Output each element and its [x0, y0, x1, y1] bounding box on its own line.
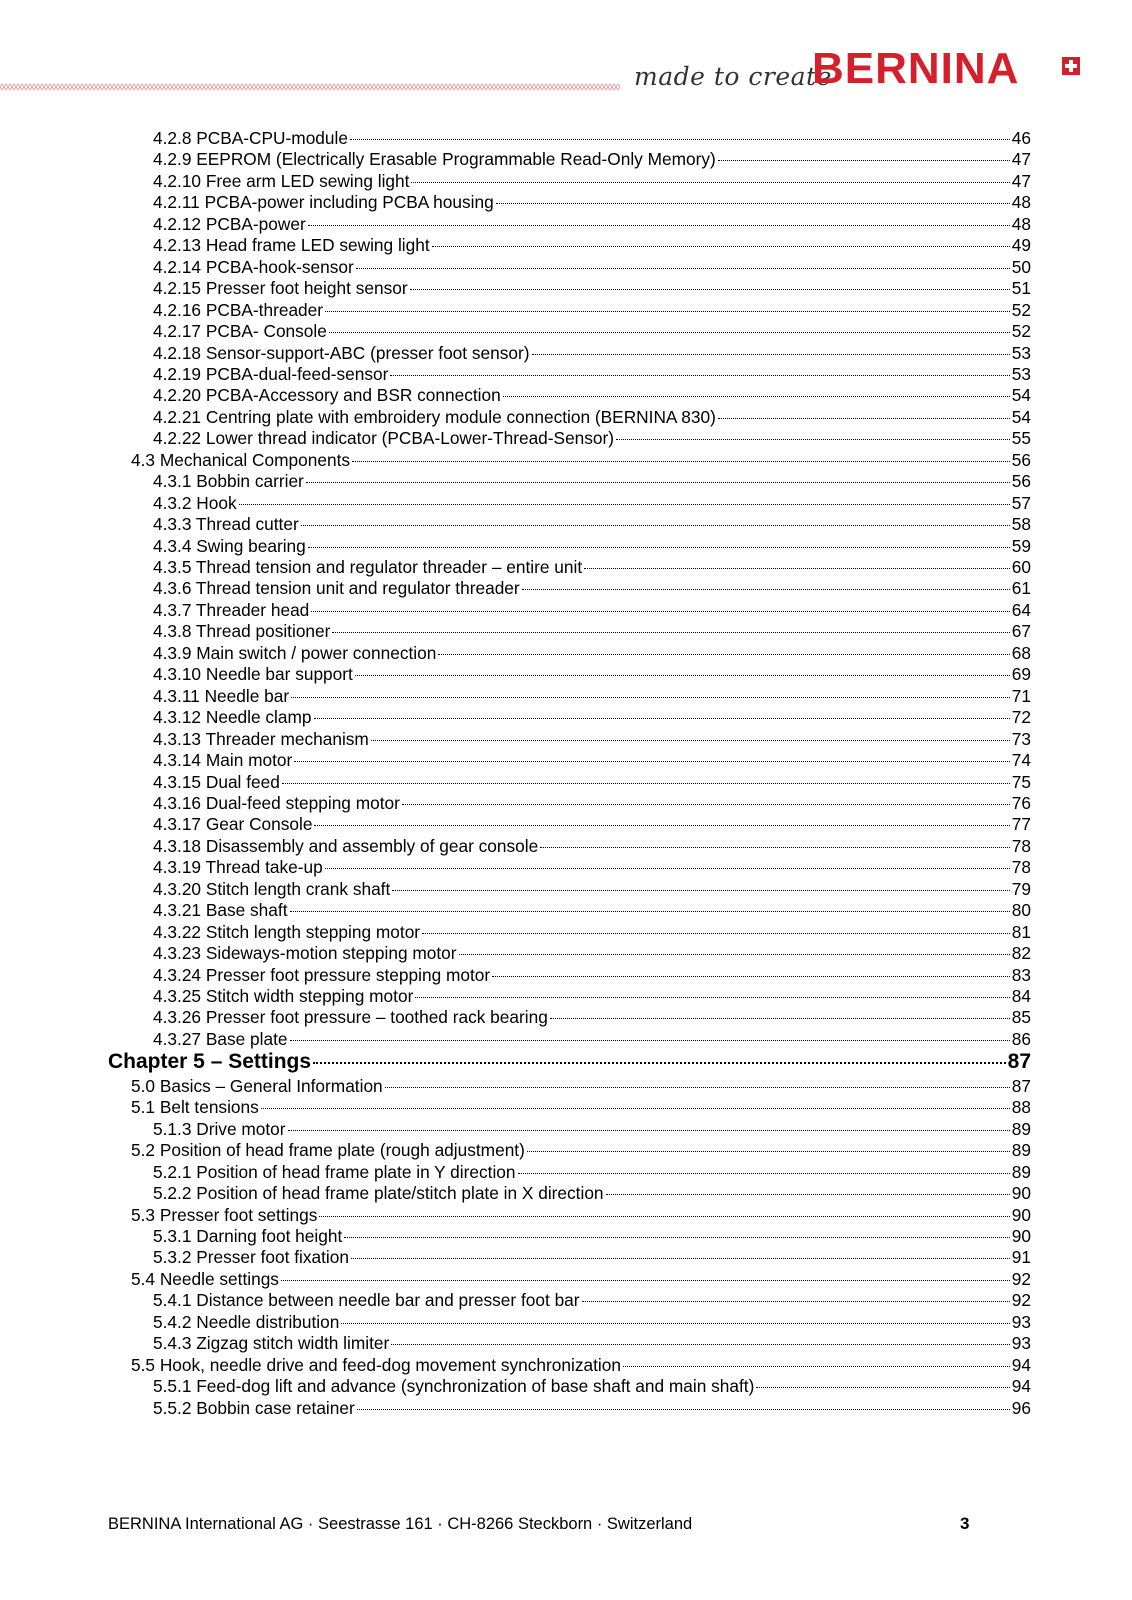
toc-leader-dots [356, 268, 1010, 269]
toc-entry-page: 89 [1011, 1118, 1031, 1139]
toc-entry-page: 78 [1011, 857, 1031, 878]
toc-leader-dots [496, 203, 1010, 204]
toc-leader-dots [291, 697, 1010, 698]
toc-entry-page: 47 [1011, 170, 1031, 191]
toc-leader-dots [532, 354, 1010, 355]
toc-entry-page: 81 [1011, 921, 1031, 942]
toc-leader-dots [492, 976, 1010, 977]
toc-entry[interactable] [153, 771, 1031, 793]
toc-entry[interactable] [153, 1375, 1031, 1397]
toc-entry-label: 4.2.15 Presser foot height sensor [153, 278, 408, 299]
toc-leader-dots [392, 890, 1009, 891]
zigzag-decoration [0, 82, 620, 92]
toc-entry-page: 89 [1011, 1161, 1031, 1182]
toc-entry-page: 87 [1007, 1050, 1031, 1074]
toc-entry-label: 4.3.24 Presser foot pressure stepping motor [153, 964, 491, 985]
toc-entry-label: 4.3.2 Hook [153, 492, 237, 513]
toc-entry[interactable] [153, 1246, 1031, 1268]
toc-entry-label: 4.2.8 PCBA-CPU-module [153, 128, 348, 148]
toc-entry[interactable] [153, 599, 1031, 621]
toc-entry-label: 4.3.26 Presser foot pressure – toothed rack bearing [153, 1007, 548, 1028]
toc-entry[interactable] [131, 1075, 1031, 1097]
toc-entry-page: 83 [1011, 964, 1031, 985]
toc-entry-page: 58 [1011, 514, 1031, 535]
toc-entry-label: 4.3.6 Thread tension unit and regulator threader [153, 578, 520, 599]
toc-leader-dots [290, 1040, 1010, 1041]
toc-entry-page: 82 [1011, 943, 1031, 964]
toc-leader-dots [527, 1151, 1010, 1152]
toc-leader-dots [623, 1366, 1010, 1367]
toc-entry[interactable] [153, 577, 1031, 599]
toc-entry-page: 73 [1011, 728, 1031, 749]
toc-chapter-entry[interactable] [108, 1049, 1031, 1075]
toc-entry-label: 4.3.3 Thread cutter [153, 514, 299, 535]
toc-entry-page: 54 [1011, 406, 1031, 427]
toc-leader-dots [261, 1108, 1010, 1109]
toc-leader-dots [390, 375, 1009, 376]
toc-entry-page: 96 [1011, 1397, 1031, 1418]
toc-entry-label: 4.2.12 PCBA-power [153, 213, 306, 234]
toc-entry-page: 55 [1011, 428, 1031, 449]
toc-entry[interactable] [153, 191, 1031, 213]
toc-entry[interactable] [153, 384, 1031, 406]
toc-entry-label: Chapter 5 – Settings [108, 1050, 312, 1074]
footer-address: BERNINA International AG · Seestrasse 161 · CH-8266 Steckborn · Switzerland [108, 1515, 693, 1533]
toc-leader-dots [371, 740, 1010, 741]
toc-entry[interactable] [153, 985, 1031, 1007]
toc-entry[interactable] [153, 1182, 1031, 1204]
toc-leader-dots [325, 868, 1010, 869]
toc-entry-page: 77 [1011, 814, 1031, 835]
toc-entry-label: 4.3.21 Base shaft [153, 900, 288, 921]
toc-entry-label: 5.1 Belt tensions [131, 1097, 259, 1118]
toc-leader-dots [329, 332, 1010, 333]
toc-leader-dots [290, 911, 1010, 912]
toc-leader-dots [415, 997, 1009, 998]
toc-entry-label: 5.5.1 Feed-dog lift and advance (synchronization of base shaft and main shaft) [153, 1376, 755, 1397]
toc-entry-page: 94 [1011, 1354, 1031, 1375]
toc-entry[interactable] [153, 363, 1031, 385]
toc-entry[interactable] [153, 1311, 1031, 1333]
toc-entry-label: 5.3 Presser foot settings [131, 1204, 318, 1225]
toc-leader-dots [391, 1344, 1009, 1345]
toc-entry-page: 72 [1011, 707, 1031, 728]
toc-entry[interactable] [153, 320, 1031, 342]
toc-entry-label: 4.3.5 Thread tension and regulator threader – entire unit [153, 557, 583, 577]
toc-entry-label: 5.2.1 Position of head frame plate in Y direction [153, 1161, 516, 1182]
toc-leader-dots [357, 1409, 1010, 1410]
toc-entry[interactable] [153, 1225, 1031, 1247]
toc-entry[interactable] [153, 470, 1031, 492]
toc-entry-label: 4.2.18 Sensor-support-ABC (presser foot sensor) [153, 342, 530, 363]
toc-entry-label: 4.3.13 Threader mechanism [153, 728, 369, 749]
toc-entry-label: 4.3.27 Base plate [153, 1028, 288, 1049]
toc-entry-page: 75 [1011, 771, 1031, 792]
toc-leader-dots [352, 461, 1010, 462]
toc-leader-dots [582, 1301, 1010, 1302]
toc-leader-dots [718, 418, 1010, 419]
toc-entry-label: 5.3.1 Darning foot height [153, 1226, 343, 1246]
brand-tagline: made to create [634, 62, 832, 91]
toc-entry[interactable] [153, 813, 1031, 835]
toc-entry-page: 88 [1011, 1097, 1031, 1118]
toc-entry[interactable] [153, 148, 1031, 170]
toc-leader-dots [540, 847, 1010, 848]
toc-entry-page: 68 [1011, 642, 1031, 663]
toc-entry-label: 4.2.22 Lower thread indicator (PCBA-Lower-Thread-Sensor) [153, 428, 615, 449]
toc-entry[interactable] [153, 513, 1031, 535]
toc-entry[interactable] [153, 1397, 1031, 1419]
toc-leader-dots [432, 246, 1010, 247]
toc-leader-dots [308, 225, 1010, 226]
toc-leader-dots [341, 1323, 1009, 1324]
toc-entry-label: 4.3.12 Needle clamp [153, 707, 312, 728]
toc-entry-label: 5.4.2 Needle distribution [153, 1311, 340, 1332]
toc-entry-page: 48 [1011, 213, 1031, 234]
toc-entry[interactable] [131, 1204, 1031, 1226]
toc-entry-label: 4.2.13 Head frame LED sewing light [153, 235, 430, 256]
toc-leader-dots [314, 718, 1010, 719]
toc-leader-dots [294, 761, 1009, 762]
toc-entry[interactable] [131, 1096, 1031, 1118]
toc-entry-label: 4.3.25 Stitch width stepping motor [153, 986, 414, 1006]
toc-leader-dots [550, 1018, 1010, 1019]
toc-leader-dots [518, 1173, 1010, 1174]
toc-entry-page: 92 [1011, 1290, 1031, 1311]
toc-entry-label: 4.3.18 Disassembly and assembly of gear console [153, 835, 539, 856]
toc-entry-page: 87 [1011, 1075, 1031, 1096]
toc-entry-label: 5.4.1 Distance between needle bar and presser foot bar [153, 1290, 580, 1311]
toc-entry-page: 50 [1011, 256, 1031, 277]
toc-entry-page: 49 [1011, 235, 1031, 256]
toc-entry[interactable] [153, 234, 1031, 256]
toc-entry-label: 4.2.20 PCBA-Accessory and BSR connection [153, 385, 501, 406]
toc-entry-label: 5.5 Hook, needle drive and feed-dog movement synchronization [131, 1354, 621, 1375]
toc-leader-dots [411, 182, 1009, 183]
toc-entry[interactable] [153, 792, 1031, 814]
toc-leader-dots [584, 568, 1010, 569]
toc-entry-label: 5.5.2 Bobbin case retainer [153, 1397, 355, 1418]
toc-entry-page: 54 [1011, 385, 1031, 406]
toc-entry-label: 4.2.17 PCBA- Console [153, 321, 327, 342]
toc-leader-dots [281, 1280, 1010, 1281]
toc-leader-dots [313, 1062, 1006, 1064]
toc-entry[interactable] [153, 685, 1031, 707]
toc-entry-label: 4.2.19 PCBA-dual-feed-sensor [153, 363, 389, 384]
toc-entry-label: 4.3.1 Bobbin carrier [153, 471, 304, 492]
toc-entry-page: 74 [1011, 750, 1031, 771]
toc-entry-label: 4.2.10 Free arm LED sewing light [153, 170, 410, 191]
toc-entry-label: 5.1.3 Drive motor [153, 1118, 286, 1139]
toc-entry-label: 5.2 Position of head frame plate (rough adjustment) [131, 1140, 525, 1161]
toc-leader-dots [756, 1387, 1009, 1388]
toc-entry[interactable] [153, 642, 1031, 664]
toc-entry[interactable] [131, 449, 1031, 471]
toc-entry-page: 92 [1011, 1268, 1031, 1289]
toc-entry-page: 85 [1011, 1007, 1031, 1028]
toc-entry-label: 4.3.9 Main switch / power connection [153, 642, 437, 663]
toc-entry[interactable] [153, 1289, 1031, 1311]
toc-leader-dots [288, 1130, 1010, 1131]
toc-entry-label: 4.3.4 Swing bearing [153, 535, 306, 556]
toc-entry[interactable] [153, 492, 1031, 514]
toc-entry[interactable] [153, 706, 1031, 728]
toc-entry[interactable] [153, 170, 1031, 192]
toc-entry-page: 84 [1011, 986, 1031, 1006]
toc-entry[interactable] [153, 1118, 1031, 1140]
toc-entry[interactable] [153, 213, 1031, 235]
toc-entry-page: 93 [1011, 1333, 1031, 1354]
toc-entry[interactable] [153, 277, 1031, 299]
footer-page-number: 3 [960, 1514, 970, 1533]
toc-leader-dots [319, 1216, 1009, 1217]
toc-entry[interactable] [153, 749, 1031, 771]
toc-entry[interactable] [131, 1268, 1031, 1290]
toc-entry-page: 71 [1011, 685, 1031, 706]
toc-entry-label: 4.2.11 PCBA-power including PCBA housing [153, 192, 494, 213]
toc-entry[interactable] [153, 899, 1031, 921]
toc-entry-label: 5.3.2 Presser foot fixation [153, 1247, 349, 1268]
toc-leader-dots [344, 1237, 1009, 1238]
toc-entry-page: 46 [1011, 128, 1031, 148]
toc-entry-page: 89 [1011, 1140, 1031, 1161]
toc-entry-label: 4.3.15 Dual feed [153, 771, 280, 792]
toc-entry-label: 4.3.20 Stitch length crank shaft [153, 878, 391, 899]
toc-leader-dots [459, 954, 1010, 955]
toc-leader-dots [308, 547, 1010, 548]
toc-entry-label: 4.3.10 Needle bar support [153, 664, 353, 685]
toc-entry-label: 4.2.16 PCBA-threader [153, 299, 324, 320]
toc-entry-label: 4.3.11 Needle bar [153, 685, 290, 706]
toc-entry-page: 79 [1011, 878, 1031, 899]
toc-entry[interactable] [153, 856, 1031, 878]
toc-entry[interactable] [153, 835, 1031, 857]
toc-entry-page: 61 [1011, 578, 1031, 599]
toc-entry[interactable] [153, 942, 1031, 964]
toc-entry[interactable] [131, 1354, 1031, 1376]
toc-entry[interactable] [153, 728, 1031, 750]
toc-entry[interactable] [153, 535, 1031, 557]
toc-entry[interactable] [153, 256, 1031, 278]
toc-entry[interactable] [153, 556, 1031, 578]
toc-entry-label: 5.4.3 Zigzag stitch width limiter [153, 1333, 390, 1354]
toc-entry-page: 80 [1011, 900, 1031, 921]
toc-entry-label: 4.3.7 Threader head [153, 599, 310, 620]
toc-leader-dots [311, 611, 1009, 612]
toc-entry-page: 90 [1011, 1226, 1031, 1246]
toc-entry[interactable] [153, 620, 1031, 642]
toc-entry-page: 57 [1011, 492, 1031, 513]
toc-leader-dots [314, 825, 1009, 826]
toc-entry-label: 4.3.19 Thread take-up [153, 857, 323, 878]
toc-leader-dots [332, 632, 1009, 633]
toc-entry[interactable] [131, 1139, 1031, 1161]
toc-entry[interactable] [153, 964, 1031, 986]
toc-entry-page: 86 [1011, 1028, 1031, 1049]
toc-entry-label: 4.2.9 EEPROM (Electrically Erasable Programmable Read-Only Memory) [153, 149, 716, 170]
toc-leader-dots [718, 160, 1010, 161]
toc-leader-dots [438, 654, 1009, 655]
toc-entry-page: 56 [1011, 449, 1031, 470]
toc-entry[interactable] [153, 878, 1031, 900]
toc-entry-page: 90 [1011, 1204, 1031, 1225]
toc-entry[interactable] [153, 342, 1031, 364]
toc-entry-label: 5.4 Needle settings [131, 1268, 279, 1289]
toc-entry-page: 56 [1011, 471, 1031, 492]
toc-leader-dots [351, 1258, 1010, 1259]
toc-entry-page: 51 [1011, 278, 1031, 299]
toc-entry-label: 4.2.14 PCBA-hook-sensor [153, 256, 354, 277]
toc-entry-label: 5.2.2 Position of head frame plate/stitch plate in X direction [153, 1183, 604, 1204]
brand-logo: BERNINA [812, 44, 1020, 93]
toc-entry[interactable] [153, 127, 1031, 149]
toc-entry-page: 90 [1011, 1183, 1031, 1204]
toc-leader-dots [306, 482, 1010, 483]
toc-entry[interactable] [153, 1028, 1031, 1050]
toc-entry-page: 93 [1011, 1311, 1031, 1332]
toc-entry-page: 67 [1011, 621, 1031, 642]
toc-entry[interactable] [153, 1006, 1031, 1028]
toc-entry-page: 48 [1011, 192, 1031, 213]
toc-entry-page: 64 [1011, 599, 1031, 620]
toc-entry-page: 69 [1011, 664, 1031, 685]
toc-leader-dots [239, 504, 1010, 505]
toc-entry-page: 60 [1011, 557, 1031, 577]
toc-entry-page: 52 [1011, 321, 1031, 342]
toc-entry-page: 78 [1011, 835, 1031, 856]
toc-leader-dots [616, 439, 1010, 440]
toc-entry-label: 4.3.14 Main motor [153, 750, 293, 771]
toc-leader-dots [325, 311, 1010, 312]
toc-leader-dots [385, 1087, 1010, 1088]
toc-entry-page: 53 [1011, 342, 1031, 363]
toc-entry-label: 4.3 Mechanical Components [131, 449, 351, 470]
toc-leader-dots [301, 525, 1010, 526]
toc-leader-dots [503, 396, 1010, 397]
toc-entry[interactable] [153, 663, 1031, 685]
toc-entry-label: 4.3.22 Stitch length stepping motor [153, 921, 421, 942]
toc-entry-label: 5.0 Basics – General Information [131, 1075, 383, 1096]
toc-entry-page: 47 [1011, 149, 1031, 170]
toc-entry-label: 4.3.8 Thread positioner [153, 621, 331, 642]
toc-leader-dots [410, 289, 1010, 290]
toc-entry-page: 53 [1011, 363, 1031, 384]
toc-entry[interactable] [153, 921, 1031, 943]
toc-entry[interactable] [153, 406, 1031, 428]
toc-leader-dots [522, 589, 1010, 590]
toc-entry-page: 52 [1011, 299, 1031, 320]
toc-leader-dots [606, 1194, 1010, 1195]
toc-leader-dots [402, 804, 1010, 805]
toc-leader-dots [422, 933, 1010, 934]
toc-entry-label: 4.3.17 Gear Console [153, 814, 313, 835]
toc-leader-dots [282, 783, 1010, 784]
toc-leader-dots [350, 139, 1010, 140]
toc-entry-page: 94 [1011, 1376, 1031, 1397]
toc-entry[interactable] [153, 427, 1031, 449]
toc-entry-label: 4.2.21 Centring plate with embroidery module connection (BERNINA 830) [153, 406, 716, 427]
toc-entry[interactable] [153, 1332, 1031, 1354]
toc-entry-label: 4.3.16 Dual-feed stepping motor [153, 792, 400, 813]
toc-entry[interactable] [153, 1161, 1031, 1183]
toc-entry-page: 59 [1011, 535, 1031, 556]
toc-entry-page: 76 [1011, 792, 1031, 813]
toc-leader-dots [355, 675, 1010, 676]
swiss-cross-icon [1062, 57, 1080, 75]
toc-entry-page: 91 [1011, 1247, 1031, 1268]
toc-entry[interactable] [153, 299, 1031, 321]
toc-entry-label: 4.3.23 Sideways-motion stepping motor [153, 943, 457, 964]
